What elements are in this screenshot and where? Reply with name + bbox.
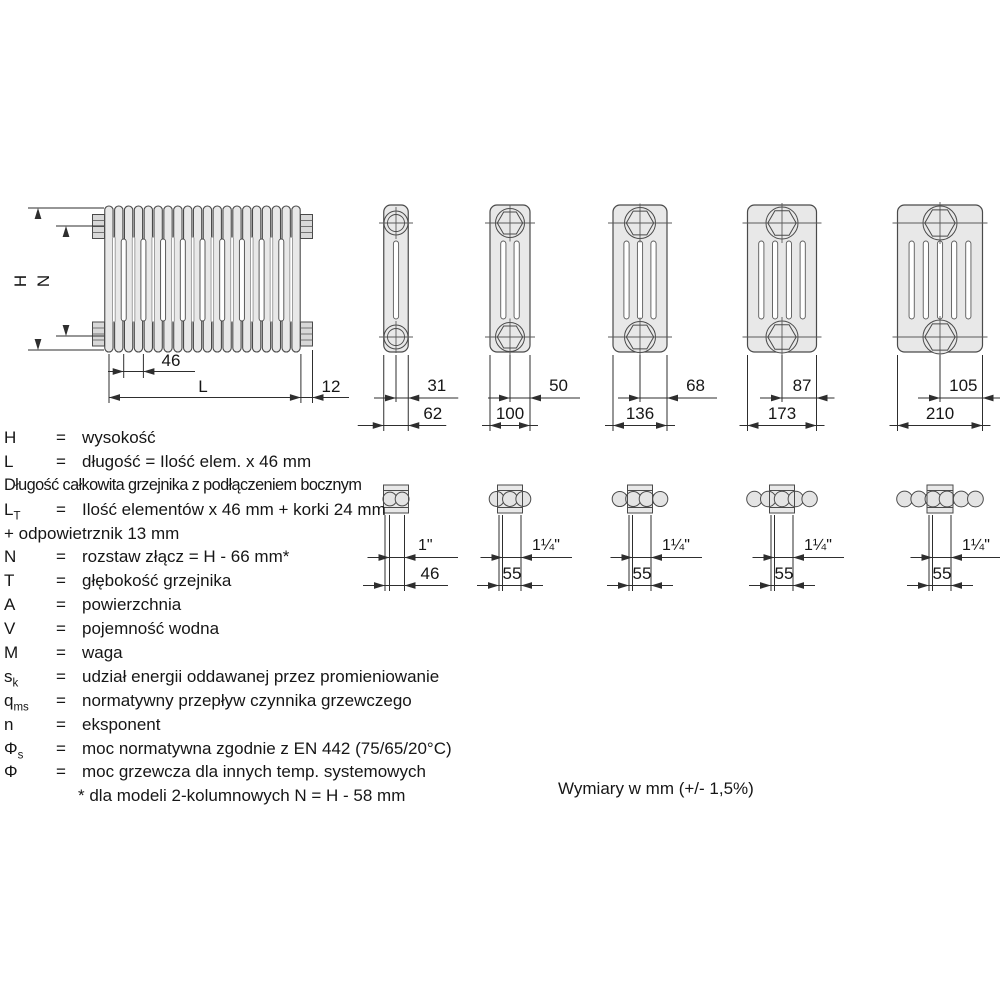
legend-row: Długość całkowita grzejnika z podłączeniem bocznym	[4, 475, 362, 494]
dim-arrow	[929, 395, 940, 402]
dim-arrow	[793, 554, 804, 561]
dim-arrow	[806, 422, 817, 429]
legend-row: N = rozstaw złącz = H - 66 mm*	[4, 547, 290, 567]
dim-label-full-depth: 100	[495, 404, 525, 423]
top-view-column-circle	[612, 491, 627, 506]
legend-row: $q_{ms}$ = normatywny przepływ czynnika grzewczego	[4, 690, 412, 714]
legend-row: L = długość = Ilość elem. x 46 mm	[4, 451, 312, 471]
dim-label-connection: 1¼"	[962, 537, 990, 554]
dim-arrow	[519, 422, 530, 429]
dim-label-half-depth: 31	[427, 376, 447, 395]
element-gap-slot	[259, 239, 264, 321]
dim-arrow	[951, 582, 962, 589]
section-slot	[624, 241, 629, 319]
element-gap-slot	[180, 239, 185, 321]
dim-arrow	[817, 395, 828, 402]
dim-label-connection: 1"	[418, 537, 433, 554]
dim-label-connection: 1¼"	[532, 537, 560, 554]
dim-arrow	[63, 325, 70, 336]
dim-label-element-width: 55	[932, 564, 952, 583]
dim-arrow	[629, 395, 640, 402]
dim-arrow	[530, 395, 541, 402]
section-slot	[759, 241, 764, 319]
dim-arrow	[918, 582, 929, 589]
element-gap-slot	[141, 239, 146, 321]
dim-arrow	[35, 339, 42, 350]
dim-arrow	[385, 395, 396, 402]
section-slot	[501, 241, 506, 319]
dim-arrow	[613, 422, 624, 429]
section-slot	[651, 241, 656, 319]
dim-label-half-depth: 68	[686, 376, 705, 395]
dim-label-full-depth: 210	[925, 404, 955, 423]
section-slot	[637, 241, 642, 319]
legend	[4, 429, 564, 811]
tube-gap-slot	[270, 237, 273, 322]
element-gap-slot	[279, 239, 284, 321]
tube-gap-slot	[290, 237, 293, 322]
dim-arrow	[972, 422, 983, 429]
section-slot	[952, 241, 957, 319]
dim-arrow	[490, 422, 501, 429]
top-view-column-circle	[653, 491, 668, 506]
dim-label-full-depth: 173	[767, 404, 797, 423]
dim-arrow	[764, 554, 775, 561]
dim-arrow	[143, 368, 154, 375]
tube-gap-slot	[132, 237, 135, 322]
top-view-column-circle	[761, 491, 776, 506]
dim-label-half-depth: 87	[792, 376, 812, 395]
dim-label-element-width: 55	[774, 564, 794, 583]
dim-arrow	[35, 208, 42, 219]
dim-arrow	[113, 368, 124, 375]
dim-arrow	[983, 395, 994, 402]
top-view-column-circle	[897, 491, 913, 507]
legend-row: $L_T$ = Ilość elementów x 46 mm + korki 24 mm	[4, 499, 386, 523]
dim-label-half-depth: 50	[549, 376, 568, 395]
dim-arrow	[408, 422, 419, 429]
dim-arrow	[760, 582, 771, 589]
dim-label-half-depth: 105	[949, 376, 978, 395]
dim-arrow	[748, 422, 759, 429]
dim-arrow	[373, 422, 384, 429]
dim-arrow	[499, 395, 510, 402]
legend-row: + odpowietrznik 13 mm	[4, 523, 180, 543]
section-slot	[786, 241, 791, 319]
tube-gap-slot	[250, 237, 253, 322]
tube-gap-slot	[113, 237, 116, 322]
dim-arrow	[109, 394, 120, 401]
section-slot	[800, 241, 805, 319]
top-view-column-circle	[911, 491, 927, 507]
legend-row: T = głębokość grzejnika	[4, 571, 232, 591]
legend-row: H = wysokość	[4, 428, 156, 447]
legend-row: Φ = moc grzewcza dla innych temp. systemowych	[4, 762, 426, 782]
dimensions-tolerance-note: Wymiary w mm (+/- 1,5%)	[558, 779, 754, 798]
dim-arrow	[656, 422, 667, 429]
tube-gap-slot	[152, 237, 155, 322]
dim-arrow	[951, 554, 962, 561]
dim-label-element-width: 55	[502, 564, 522, 583]
legend-row: A = powierzchnia	[4, 595, 182, 615]
dim-arrow	[922, 554, 933, 561]
dim-arrow	[771, 395, 782, 402]
dim-arrow	[651, 554, 662, 561]
top-view-column-circle	[953, 491, 969, 507]
dim-arrow	[63, 226, 70, 237]
dim-label-46: 46	[161, 351, 181, 370]
dim-arrow	[618, 582, 629, 589]
element-gap-slot	[200, 239, 205, 321]
dim-label-connection: 1¼"	[662, 537, 690, 554]
dim-arrow	[290, 394, 301, 401]
legend-row: M = waga	[4, 643, 123, 663]
dim-label-element-width: 46	[420, 564, 440, 583]
tube-gap-slot	[231, 237, 234, 322]
dim-arrow	[793, 582, 804, 589]
top-view-column-circle	[788, 491, 803, 506]
element-gap-slot	[239, 239, 244, 321]
dim-arrow	[651, 582, 662, 589]
top-view-column-circle	[747, 491, 762, 506]
dim-arrow	[667, 395, 678, 402]
section-slot	[937, 241, 942, 319]
legend-row: $\Phi_s$ = moc normatywna zgodnie z EN 442 (75/65/20°C)	[4, 738, 452, 761]
dim-arrow	[898, 422, 909, 429]
legend-row: n = eksponent	[4, 714, 161, 734]
section-slot	[909, 241, 914, 319]
legend-row: V = pojemność wodna	[4, 619, 220, 639]
top-view-column-circle	[802, 491, 817, 506]
dim-arrow	[408, 395, 419, 402]
legend-row: $s_k$ = udział energii oddawanej przez promieniowanie	[4, 666, 440, 690]
tube-gap-slot	[211, 237, 214, 322]
dim-label-L: L	[198, 377, 208, 396]
dim-label-connection: 1¼"	[804, 537, 832, 554]
section-slot	[923, 241, 928, 319]
legend-row: * dla modeli 2-kolumnowych N = H - 58 mm	[78, 786, 406, 806]
tube-gap-slot	[191, 237, 194, 322]
dim-label-element-width: 55	[632, 564, 652, 583]
dim-label-full-depth: 62	[423, 404, 443, 423]
element-gap-slot	[161, 239, 166, 321]
top-view-column-circle	[774, 491, 789, 506]
radiator-tube	[105, 206, 113, 352]
section-slot	[393, 241, 398, 319]
section-slot	[514, 241, 519, 319]
tube-gap-slot	[172, 237, 175, 322]
dim-arrow	[622, 554, 633, 561]
section-slot	[773, 241, 778, 319]
dim-label-N: N	[34, 274, 53, 288]
dim-label-12: 12	[321, 377, 341, 396]
top-view-column-circle	[968, 491, 984, 507]
dim-label-H: H	[11, 274, 30, 288]
section-slot	[966, 241, 971, 319]
dim-label-full-depth: 136	[625, 404, 655, 423]
radiator-tube	[292, 206, 300, 352]
element-gap-slot	[121, 239, 126, 321]
element-gap-slot	[220, 239, 225, 321]
